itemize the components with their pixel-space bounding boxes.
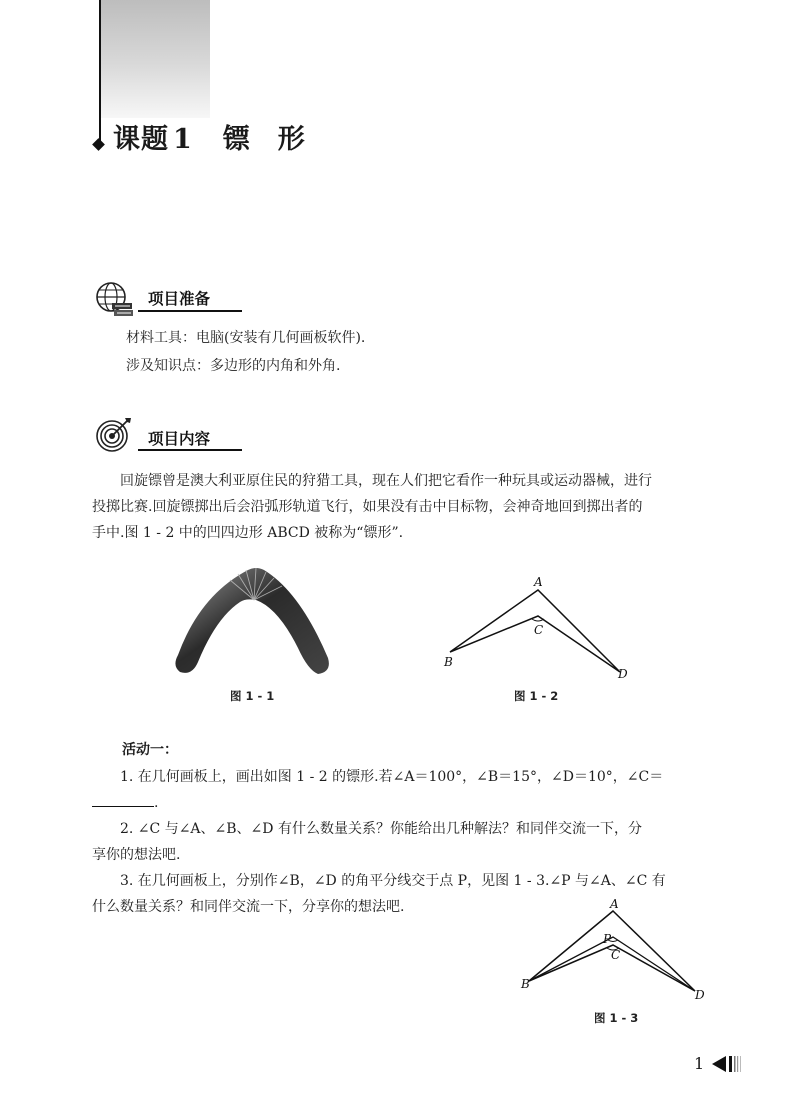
chapter-prefix: 课题: [113, 124, 169, 155]
label-B: B: [444, 655, 453, 669]
dart-figure-1-3: [515, 895, 715, 1010]
chapter-title: [113, 117, 333, 156]
label-B: B: [521, 977, 530, 991]
intro-line-2: 投掷比赛.回旋镖掷出后会沿弧形轨道飞行，如果没有击中目标物，会神奇地回到掷出者的: [92, 499, 643, 515]
knowledge-line: 涉及知识点：多边形的内角和外角.: [126, 358, 341, 374]
dart-figure-1-2: [440, 572, 640, 682]
section-underline: [138, 449, 242, 451]
materials-line: 材料工具：电脑(安装有几何画板软件).: [126, 330, 366, 346]
chapter-name: 镖形: [222, 124, 333, 155]
target-icon: [94, 414, 134, 454]
section-underline: [138, 310, 242, 312]
question-1-line-2: [92, 790, 712, 816]
page-marker-icon: [710, 1054, 744, 1074]
label-A: A: [610, 897, 619, 911]
label-D: D: [695, 988, 705, 1002]
page-number: 1: [694, 1054, 705, 1073]
question-3-line-2: 什么数量关系？和同伴交流一下，分享你的想法吧.: [92, 899, 405, 915]
figure-1-1-caption: 图 1 - 1: [230, 689, 275, 703]
label-D: D: [618, 667, 628, 681]
boomerang-image: [160, 560, 340, 685]
label-A: A: [534, 575, 543, 589]
label-P: P: [603, 932, 612, 946]
globe-book-icon: [94, 280, 134, 320]
activity-title: 活动一：: [122, 742, 178, 758]
figure-1-2-caption: 图 1 - 2: [514, 689, 559, 703]
question-1-tail: .: [154, 795, 159, 811]
intro-line-1: 回旋镖曾是澳大利亚原住民的狩猎工具，现在人们把它看作一种玩具或运动器械，进行: [120, 473, 652, 489]
answer-blank[interactable]: [92, 792, 154, 807]
section-title-preparation: 项目准备: [148, 290, 211, 308]
question-2-line-1: 2. ∠C 与∠A、∠B、∠D 有什么数量关系？你能给出几种解法？和同伴交流一下，分: [120, 821, 642, 837]
figure-1-3-caption: 图 1 - 3: [594, 1011, 639, 1025]
header-diamond-bullet: [92, 138, 105, 151]
label-C: C: [611, 948, 621, 962]
question-2-line-2: 享你的想法吧.: [92, 847, 181, 863]
question-1-line-1: 1. 在几何画板上，画出如图 1 - 2 的镖形.若∠A＝100°，∠B＝15°，∠D＝10°，∠C＝: [120, 769, 664, 785]
chapter-number: 1: [173, 124, 193, 155]
header-vertical-rule: [99, 0, 101, 142]
intro-line-3: 手中.图 1 - 2 中的凹四边形 ABCD 被称为“镖形”.: [92, 525, 404, 541]
section-title-content: 项目内容: [148, 430, 211, 448]
header-gray-band: [100, 0, 210, 118]
question-3-line-1: 3. 在几何画板上，分别作∠B，∠D 的角平分线交于点 P，见图 1 - 3.∠P 与∠A、∠C 有: [120, 873, 666, 889]
intro-paragraph: [92, 468, 712, 546]
label-C: C: [534, 623, 544, 637]
